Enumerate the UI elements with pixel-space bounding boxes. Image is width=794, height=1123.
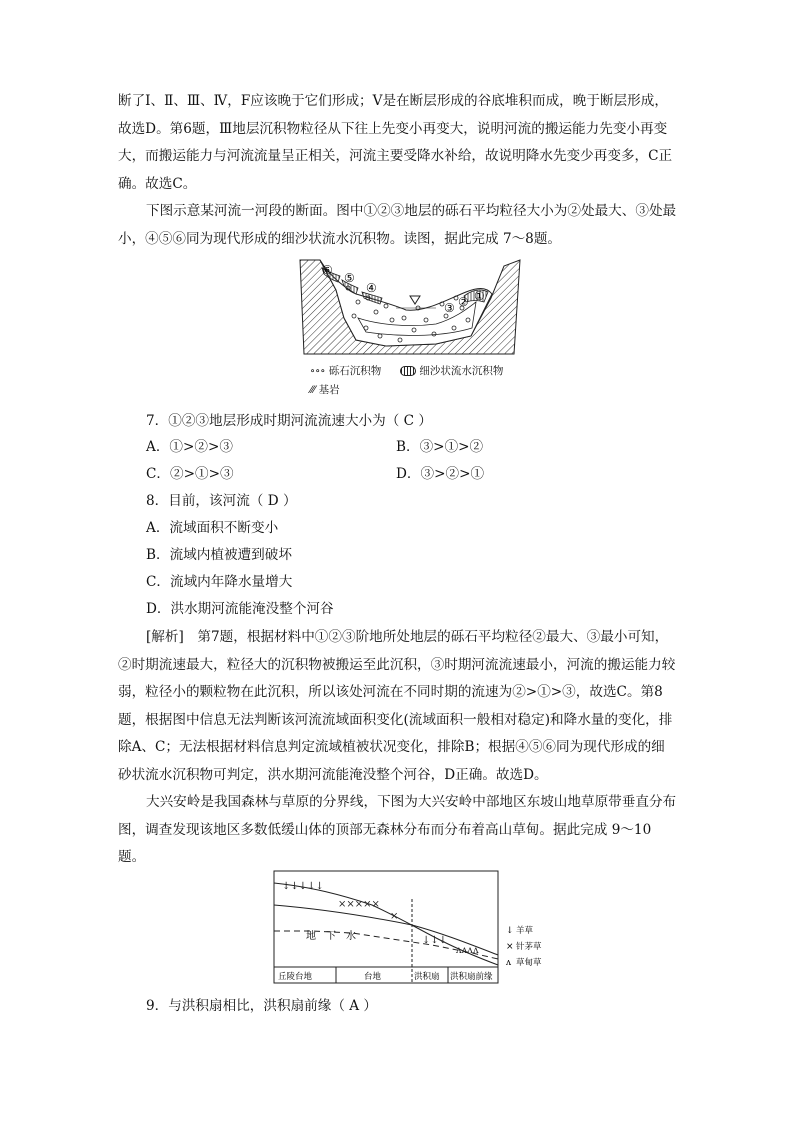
q7-option-d[interactable]: D．③>②>① xyxy=(396,466,485,482)
q8-option-b[interactable]: B．流域内植被遭到破坏 xyxy=(146,547,292,563)
gravel-legend-icon: ∘∘∘ xyxy=(310,365,326,377)
q7-option-b[interactable]: B．③>①>② xyxy=(396,439,484,455)
legend-meadow-label: 草甸草 xyxy=(516,958,542,968)
zone-fan-front: 洪积扇前缘 xyxy=(450,972,493,982)
paragraph-prev-explanation: 断了Ⅰ、Ⅱ、Ⅲ、Ⅳ，F应该晚于它们形成；V是在断层形成的谷底堆积而成，晚于断层形成，故选D。第6题，Ⅲ地层沉积物粒径从下往上先变小再变大，说明河流的搬运能力先变小再变大，而搬运能力与河流流量呈正相关，河流主要受降水补给，故说明降水先变少再变多，C正确。故选C。 xyxy=(118,93,673,192)
marker-6: ⑥ xyxy=(322,263,333,277)
marker-1: ① xyxy=(474,289,485,303)
svg-text:↓↓↓↓↓: ↓↓↓↓↓ xyxy=(282,881,324,892)
gravel-legend-label: 砾石沉积物 xyxy=(328,365,382,377)
q8-option-d[interactable]: D．洪水期河流能淹没整个河谷 xyxy=(146,601,334,617)
paragraph-figure1-intro: 下图示意某河流一河段的断面。图中①②③地层的砾石平均粒径大小为②处最大、③处最小，④⑤⑥同为现代形成的细沙状流水沉积物。读图，据此完成 7～8题。 xyxy=(118,203,677,247)
legend-stipa-label: 针茅草 xyxy=(516,942,542,952)
svg-text:×××××: ××××× xyxy=(338,899,380,910)
q7-option-c[interactable]: C．②>①>③ xyxy=(146,466,234,482)
marker-3: ③ xyxy=(444,301,455,315)
marker-5: ⑤ xyxy=(344,271,355,285)
marker-4: ④ xyxy=(366,281,377,295)
svg-text:↓↓↓: ↓↓↓ xyxy=(422,935,448,946)
bedrock-legend-icon: ⁄⁄⁄ xyxy=(310,384,316,396)
water-level-marker xyxy=(410,296,420,304)
legend-leymus-icon: ↓ xyxy=(506,926,514,936)
q7-stem: 7．①②③地层形成时期河流流速大小为（ C ） xyxy=(146,413,432,429)
analysis-paragraph: [解析] 第7题，根据材料中①②③阶地所处地层的砾石平均粒径②最大、③最小可知，②时期流速最大，粒径大的沉积物被搬运至此沉积，③时期河流流速最小，河流的搬运能力较弱，粒径小的颗粒物在此沉积，所以该处河流在不同时期的流速为②>①>③，故选C。第8题，根据图中信息无法判断该河流流域面积变化(流域面积一般相对稳定)和降水量的变化，排除A、C；无法根据材料信息判定流域植被状况变化，排除B；根据④⑤⑥同为现代形成的细砂状流水沉积物可判定，洪水期河流能淹没整个河谷，D正确。故选D。 xyxy=(118,629,676,783)
marker-2: ② xyxy=(458,295,469,309)
legend-meadow-icon: ᴧ xyxy=(506,958,512,968)
figure1-legend-row2 xyxy=(310,382,340,397)
water-table-label: 地 下 水 xyxy=(306,931,356,942)
q8-option-c[interactable]: C．流域内年降水量增大 xyxy=(146,574,293,590)
svg-text:×: × xyxy=(390,911,399,922)
bedrock-legend-label: 基岩 xyxy=(318,384,340,396)
sand-legend-label: 细沙状流水沉积物 xyxy=(419,365,504,377)
zone-platform: 台地 xyxy=(364,972,382,982)
vegetation-profile-figure xyxy=(272,869,562,985)
q8-option-a[interactable]: A．流域面积不断变小 xyxy=(146,520,279,536)
q8-stem: 8．目前，该河流（ D ） xyxy=(146,493,297,509)
q7-option-a[interactable]: A．①>②>③ xyxy=(146,439,233,455)
vegetation-profile-svg xyxy=(272,869,562,985)
zone-alluvial-fan: 洪积扇 xyxy=(414,972,440,982)
sand-legend-icon xyxy=(400,366,416,376)
q9-stem: 9．与洪积扇相比，洪积扇前缘（ A ） xyxy=(146,998,378,1014)
legend-leymus-label: 羊草 xyxy=(516,926,534,936)
zone-hill-platform: 丘陵台地 xyxy=(278,972,313,982)
figure1-legend-row1 xyxy=(310,363,503,378)
svg-text:ᴧᴧᴧᴧ: ᴧᴧᴧᴧ xyxy=(456,945,479,956)
legend-stipa-icon: × xyxy=(506,942,514,952)
paragraph-figure2-intro: 大兴安岭是我国森林与草原的分界线，下图为大兴安岭中部地区东坡山地草原带垂直分布图，调查发现该地区多数低缓山体的顶部无森林分布而分布着高山草甸。据此完成 9～10题。 xyxy=(118,794,677,865)
